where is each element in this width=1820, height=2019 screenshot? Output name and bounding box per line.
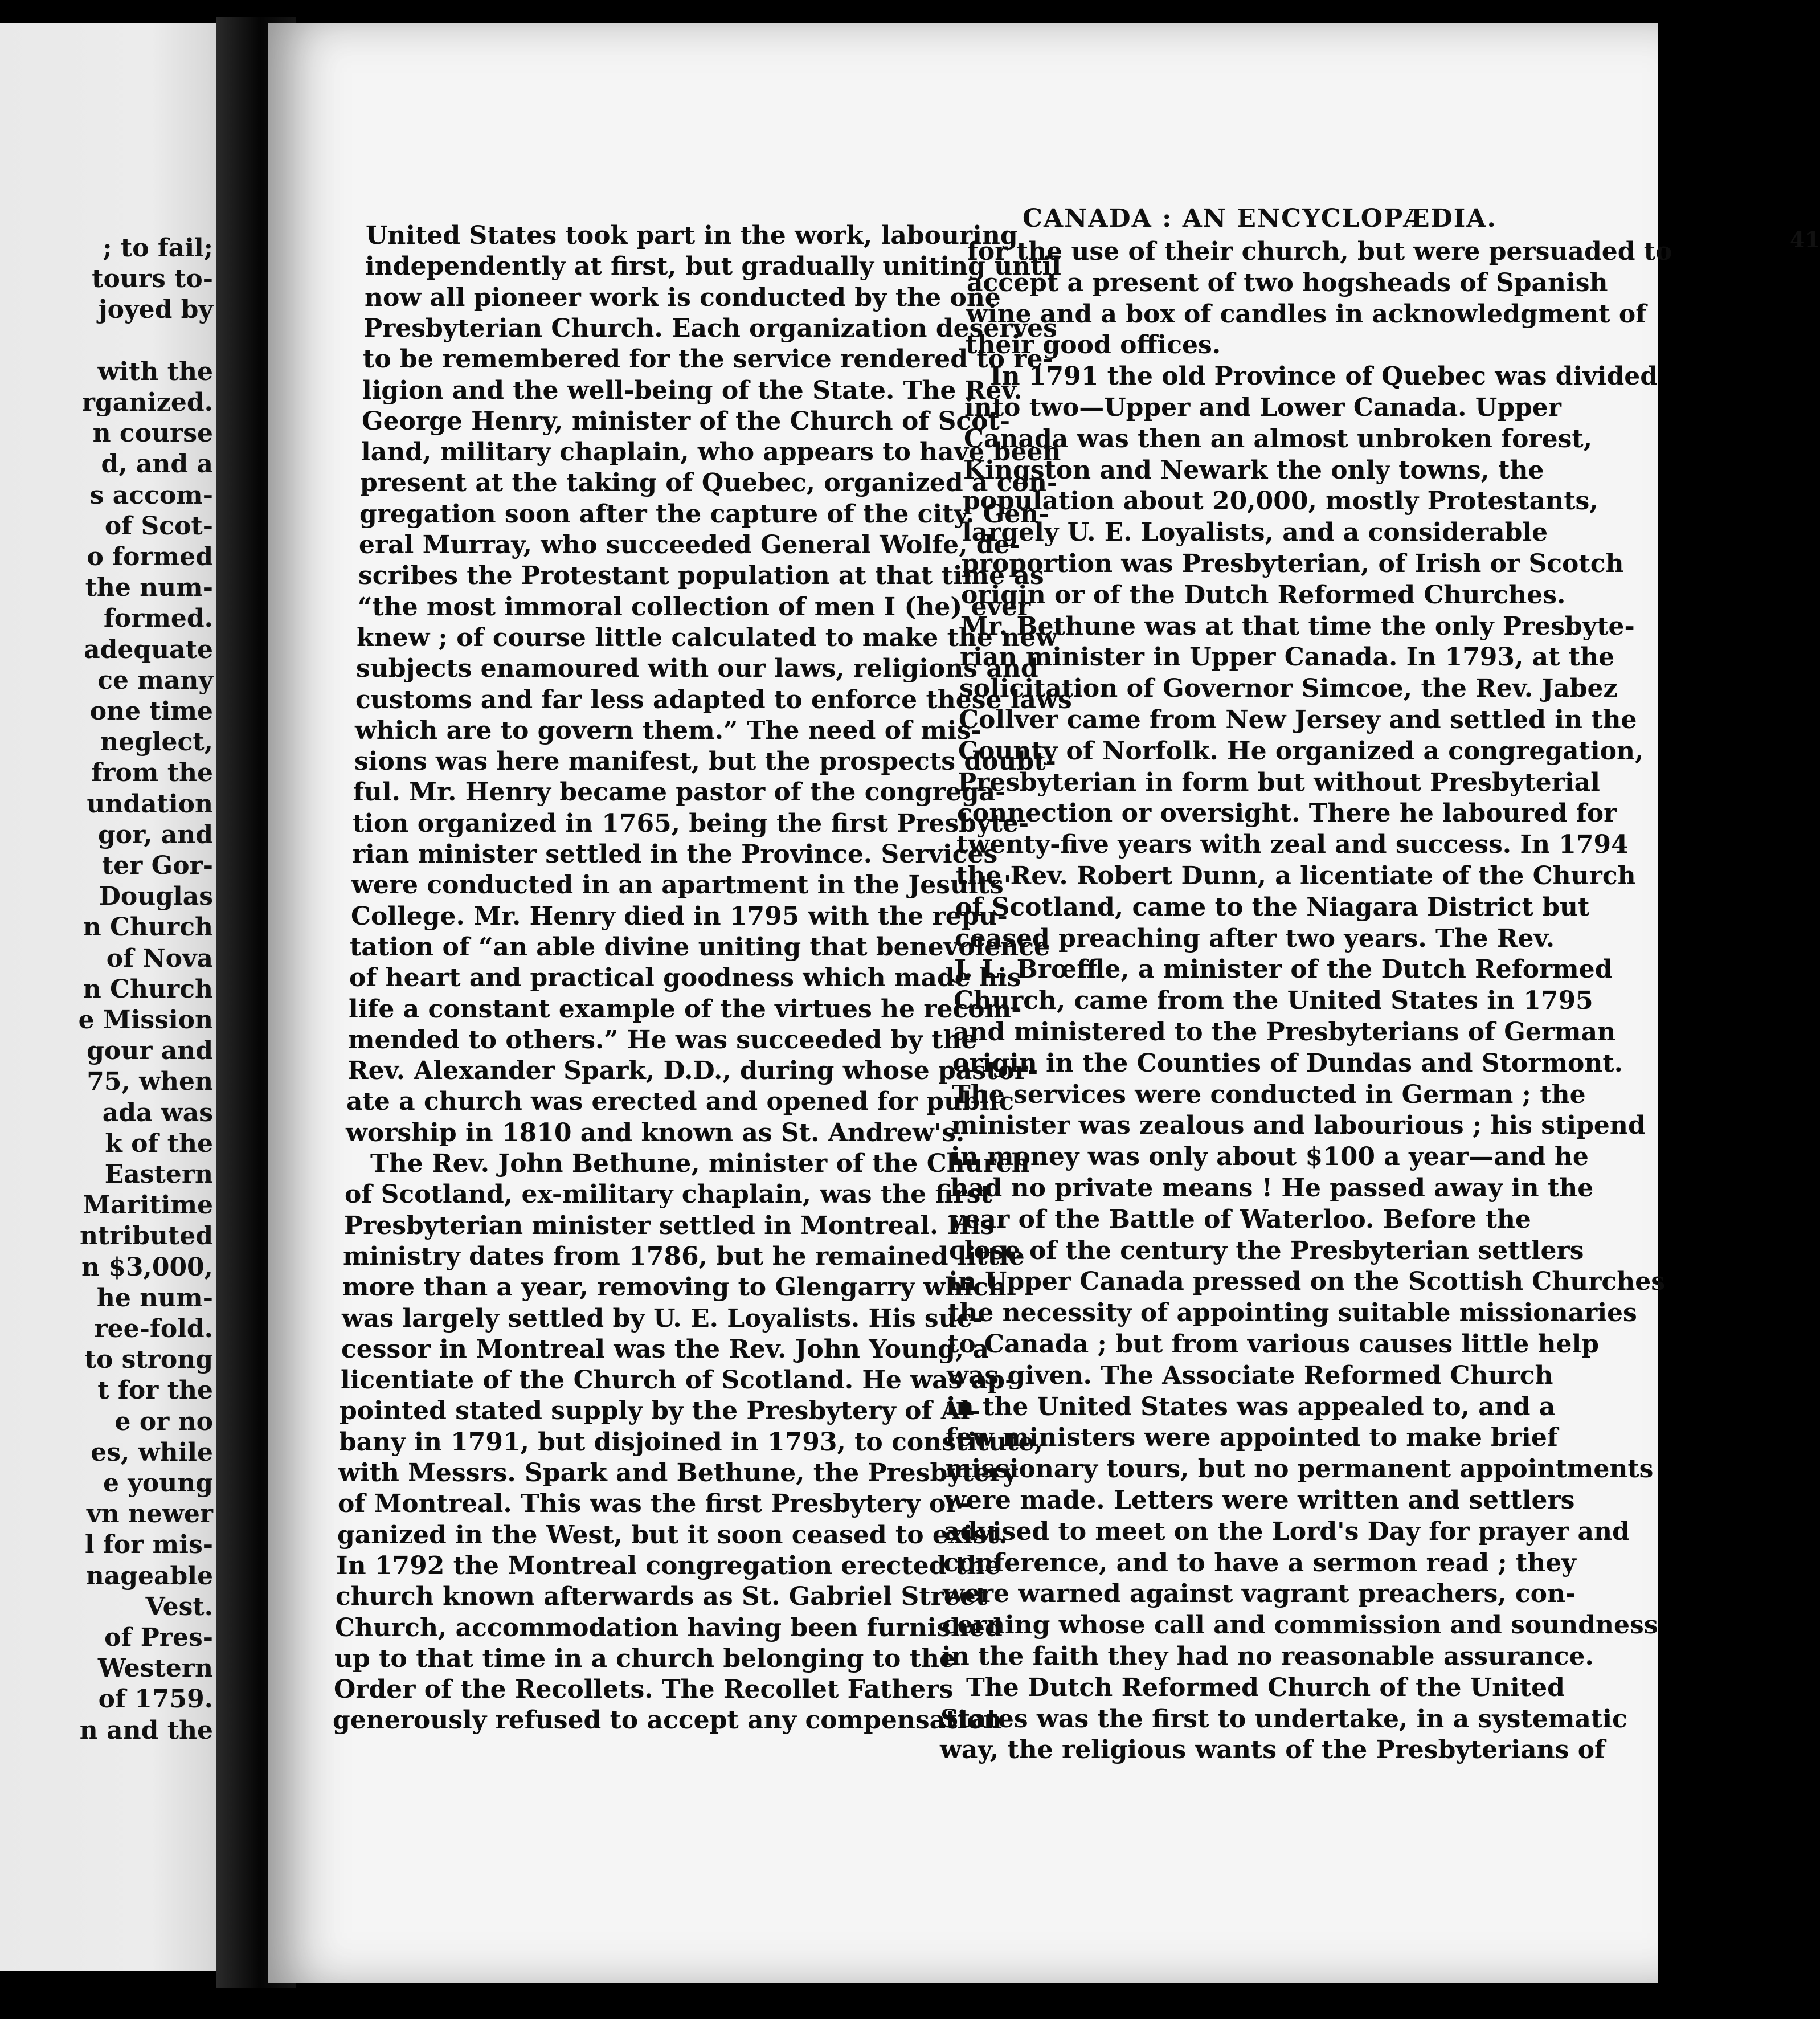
facing-page-line: ter Gor- xyxy=(101,851,213,880)
text-line: was largely settled by U. E. Loyalists. His suc- xyxy=(342,1304,983,1333)
text-line: solicitation of Governor Simcoe, the Rev. Jabez xyxy=(959,674,1618,703)
text-line: United States took part in the work, labouring xyxy=(366,221,1018,250)
text-line: proportion was Presbyterian, of Irish or Scotch xyxy=(962,549,1624,578)
text-line: ate a church was erected and opened for public xyxy=(346,1087,1015,1116)
text-line: Church, accommodation having been furnished xyxy=(335,1613,1003,1642)
text-line: Canada was then an almost unbroken forest, xyxy=(964,424,1593,453)
facing-page-line: n $3,000, xyxy=(81,1253,213,1282)
text-line: minister was zealous and labourious ; his stipend xyxy=(951,1111,1646,1140)
text-line: ligion and the well-being of the State. The Rev. xyxy=(362,376,1023,405)
facing-page-line: with the xyxy=(97,357,213,386)
facing-page-line: Maritime xyxy=(83,1191,213,1220)
text-line: cessor in Montreal was the Rev. John Young, a xyxy=(341,1335,989,1364)
text-line: sions was here manifest, but the prospects doubt- xyxy=(354,747,1056,776)
facing-page-line: Western xyxy=(97,1654,213,1683)
text-line: way, the religious wants of the Presbyterians of xyxy=(940,1735,1605,1764)
text-line: of Scotland, ex-military chaplain, was the first xyxy=(345,1180,992,1209)
text-line: up to that time in a church belonging to the xyxy=(334,1644,956,1673)
facing-page-line: he num- xyxy=(96,1284,213,1313)
text-line: ganized in the West, but it soon ceased to exist. xyxy=(337,1521,1008,1550)
text-line: with Messrs. Spark and Bethune, the Presbytery xyxy=(338,1458,1017,1487)
text-line: was given. The Associate Reformed Church xyxy=(947,1361,1553,1390)
text-line: ful. Mr. Henry became pastor of the congrega- xyxy=(353,778,1006,807)
text-line: tion organized in 1765, being the first Presbyte- xyxy=(353,809,1029,838)
text-line: present at the taking of Quebec, organized a con- xyxy=(360,468,1058,497)
facing-page-line: d, and a xyxy=(101,449,213,479)
facing-page-line: of 1759. xyxy=(98,1685,213,1714)
text-line: in money was only about $100 a year—and he xyxy=(951,1142,1589,1171)
text-line: College. Mr. Henry died in 1795 with the repu- xyxy=(351,902,1008,931)
text-line: Order of the Recollets. The Recollet Fathers xyxy=(334,1675,954,1704)
text-line: gregation soon after the capture of the city. Gen- xyxy=(359,500,1049,529)
text-line: knew ; of course little calculated to make the new xyxy=(357,623,1058,652)
text-line: origin in the Counties of Dundas and Stormont. xyxy=(952,1049,1623,1078)
facing-page-line: neglect, xyxy=(100,728,213,757)
facing-page-line: gour and xyxy=(87,1036,213,1065)
facing-page-line: ada was xyxy=(102,1098,213,1127)
text-line: The Rev. John Bethune, minister of the Church xyxy=(370,1149,1030,1178)
facing-page-fragment xyxy=(0,23,216,1971)
facing-page-line: tours to- xyxy=(92,264,213,293)
page-number: 41 xyxy=(1790,227,1820,252)
facing-page-line: of Nova xyxy=(106,944,213,973)
facing-page-line: Eastern xyxy=(104,1160,213,1189)
text-line: wine and a box of candles in acknowledgment of xyxy=(966,300,1647,329)
text-line: the Rev. Robert Dunn, a licentiate of the Church xyxy=(956,861,1636,890)
text-line: now all pioneer work is conducted by the one xyxy=(365,283,1001,312)
facing-page-line: ree-fold. xyxy=(94,1314,213,1343)
text-line: of heart and practical goodness which made his xyxy=(349,963,1021,992)
text-line: cerning whose call and commission and soundness xyxy=(942,1611,1658,1640)
facing-page-line: one time xyxy=(89,697,213,726)
text-line: tation of “an able divine uniting that benevolence xyxy=(350,933,1050,962)
text-line: the necessity of appointing suitable missionaries xyxy=(948,1298,1637,1327)
text-line: In 1791 the old Province of Quebec was divided xyxy=(990,362,1658,391)
facing-page-line: rganized. xyxy=(81,388,213,417)
text-line: Presbyterian minister settled in Montreal. His xyxy=(344,1211,995,1240)
text-line: Mr. Bethune was at that time the only Presbyte- xyxy=(960,612,1635,641)
text-line: States was the first to undertake, in a systematic xyxy=(940,1705,1627,1734)
text-line: worship in 1810 and known as St. Andrew's. xyxy=(346,1118,965,1147)
text-line: mended to others.” He was succeeded by the xyxy=(348,1025,978,1055)
text-line: Church, came from the United States in 1795 xyxy=(954,986,1593,1015)
facing-page-line: e or no xyxy=(114,1407,213,1436)
facing-page-line: n and the xyxy=(79,1716,213,1745)
text-line: for the use of their church, but were persuaded to xyxy=(967,237,1672,266)
facing-page-line: the num- xyxy=(85,573,213,602)
facing-page-line: of Scot- xyxy=(104,512,213,541)
text-line: had no private means ! He passed away in the xyxy=(950,1174,1594,1203)
text-line: close of the century the Presbyterian settlers xyxy=(949,1236,1584,1265)
text-line: population about 20,000, mostly Protestants, xyxy=(963,487,1598,516)
text-line: in the United States was appealed to, and a xyxy=(946,1392,1556,1421)
text-line: pointed stated supply by the Presbytery of Al- xyxy=(340,1396,980,1425)
text-line: conference, and to have a sermon read ; they xyxy=(943,1548,1576,1577)
facing-page-line: ce many xyxy=(97,666,213,695)
facing-page-line: e Mission xyxy=(78,1006,213,1035)
text-line: origin or of the Dutch Reformed Churches. xyxy=(961,581,1566,610)
text-line: subjects enamoured with our laws, religions and xyxy=(356,654,1038,683)
text-line: life a constant example of the virtues he recom- xyxy=(349,995,1022,1024)
facing-page-line: gor, and xyxy=(98,820,213,849)
facing-page-line: es, while xyxy=(91,1438,213,1467)
text-line: were conducted in an apartment in the Jesuits' xyxy=(351,870,1012,900)
text-line: Kingston and Newark the only towns, the xyxy=(963,456,1544,485)
text-line: were made. Letters were written and settlers xyxy=(944,1486,1575,1515)
facing-page-line: e young xyxy=(103,1469,213,1498)
text-line: which are to govern them.” The need of mis- xyxy=(355,716,981,745)
facing-page-line: n Church xyxy=(83,975,213,1004)
facing-page-line: nageable xyxy=(85,1562,213,1591)
text-line: advised to meet on the Lord's Day for prayer and xyxy=(944,1517,1630,1546)
facing-page-line: k of the xyxy=(105,1129,213,1158)
text-line: The Dutch Reformed Church of the United xyxy=(966,1673,1565,1702)
text-line: more than a year, removing to Glengarry which xyxy=(342,1273,1007,1302)
text-line: rian minister settled in the Province. Services xyxy=(352,840,998,869)
text-line: twenty-five years with zeal and success. In 1794 xyxy=(956,830,1629,859)
text-line: Presbyterian in form but without Presbyterial xyxy=(958,768,1600,797)
text-line: County of Norfolk. He organized a congregation, xyxy=(958,737,1644,766)
text-line: accept a present of two hogsheads of Spanish xyxy=(967,268,1608,297)
text-line: bany in 1791, but disjoined in 1793, to constitute, xyxy=(339,1428,1043,1457)
text-line: church known afterwards as St. Gabriel Street xyxy=(336,1582,988,1611)
text-line: generously refused to accept any compensation xyxy=(333,1706,1002,1735)
text-line: “the most immoral collection of men I (he) ever xyxy=(358,592,1031,622)
text-line: in Upper Canada pressed on the Scottish Churches xyxy=(948,1267,1665,1296)
facing-page-line: to strong xyxy=(84,1345,213,1374)
text-line: Collver came from New Jersey and settled in the xyxy=(959,705,1637,734)
text-line: Rev. Alexander Spark, D.D., during whose pastor- xyxy=(347,1056,1038,1085)
facing-page-line: joyed by xyxy=(98,295,213,324)
text-line: missionary tours, but no permanent appointments xyxy=(945,1454,1654,1483)
text-line: were warned against vagrant preachers, con- xyxy=(943,1579,1576,1608)
scanned-page xyxy=(268,23,1820,1983)
text-line: connection or oversight. There he laboured for xyxy=(957,799,1617,828)
facing-page-line: o formed xyxy=(87,542,213,571)
text-line: Presbyterian Church. Each organization deserves xyxy=(363,314,1057,343)
text-line: In 1792 the Montreal congregation erected the xyxy=(336,1551,1001,1580)
facing-page-line: vn newer xyxy=(87,1499,213,1528)
facing-page-line: t for the xyxy=(97,1376,213,1405)
facing-page-line: Vest. xyxy=(145,1592,213,1621)
facing-page-line: l for mis- xyxy=(84,1530,213,1559)
facing-page-line: s accom- xyxy=(89,481,213,510)
facing-page-line: formed. xyxy=(103,604,213,633)
text-line: J. L. Brœffle, a minister of the Dutch Reformed xyxy=(954,955,1613,984)
text-line: and ministered to the Presbyterians of German xyxy=(953,1017,1616,1047)
text-line: ceased preaching after two years. The Rev. xyxy=(955,924,1555,953)
text-line: in the faith they had no reasonable assurance. xyxy=(942,1642,1594,1671)
running-header: CANADA : AN ENCYCLOPÆDIA. xyxy=(1023,204,1497,233)
text-line: of Montreal. This was the first Presbytery or- xyxy=(338,1489,970,1518)
text-line: George Henry, minister of the Church of Scot- xyxy=(362,407,1011,436)
text-line: to Canada ; but from various causes little help xyxy=(947,1330,1600,1359)
facing-page-line: of Pres- xyxy=(104,1623,213,1652)
text-line: few ministers were appointed to make brief xyxy=(946,1423,1558,1452)
facing-page-line: Douglas xyxy=(99,882,213,911)
facing-page-line: from the xyxy=(91,758,213,787)
facing-page-line: ntributed xyxy=(79,1221,213,1250)
text-line: to be remembered for the service rendered to re- xyxy=(363,345,1053,374)
facing-page-line: 75, when xyxy=(87,1067,213,1096)
text-line: of Scotland, came to the Niagara District but xyxy=(955,893,1590,922)
facing-page-line: undation xyxy=(87,790,213,819)
text-line: into two—Upper and Lower Canada. Upper xyxy=(964,393,1561,422)
text-line: year of the Battle of Waterloo. Before the xyxy=(950,1205,1531,1234)
text-line: their good offices. xyxy=(966,330,1221,359)
text-line: ministry dates from 1786, but he remained little xyxy=(343,1242,1025,1271)
text-line: eral Murray, who succeeded General Wolfe, de- xyxy=(359,530,1020,559)
text-line: independently at first, but gradually uniting until xyxy=(365,252,1061,281)
facing-page-line: n Church xyxy=(83,913,213,942)
facing-page-line: n course xyxy=(92,419,213,448)
text-line: largely U. E. Loyalists, and a considerable xyxy=(962,518,1548,547)
text-line: licentiate of the Church of Scotland. He was ap- xyxy=(341,1366,1016,1395)
text-line: The services were conducted in German ; the xyxy=(952,1080,1586,1109)
text-line: land, military chaplain, who appears to have been xyxy=(361,438,1061,467)
text-line: customs and far less adapted to enforce these laws xyxy=(355,685,1072,714)
facing-page-line: adequate xyxy=(84,635,213,664)
text-line: rian minister in Upper Canada. In 1793, at the xyxy=(960,643,1615,672)
text-line: scribes the Protestant population at that time as xyxy=(358,561,1044,590)
facing-page-line: ; to fail; xyxy=(103,234,213,263)
